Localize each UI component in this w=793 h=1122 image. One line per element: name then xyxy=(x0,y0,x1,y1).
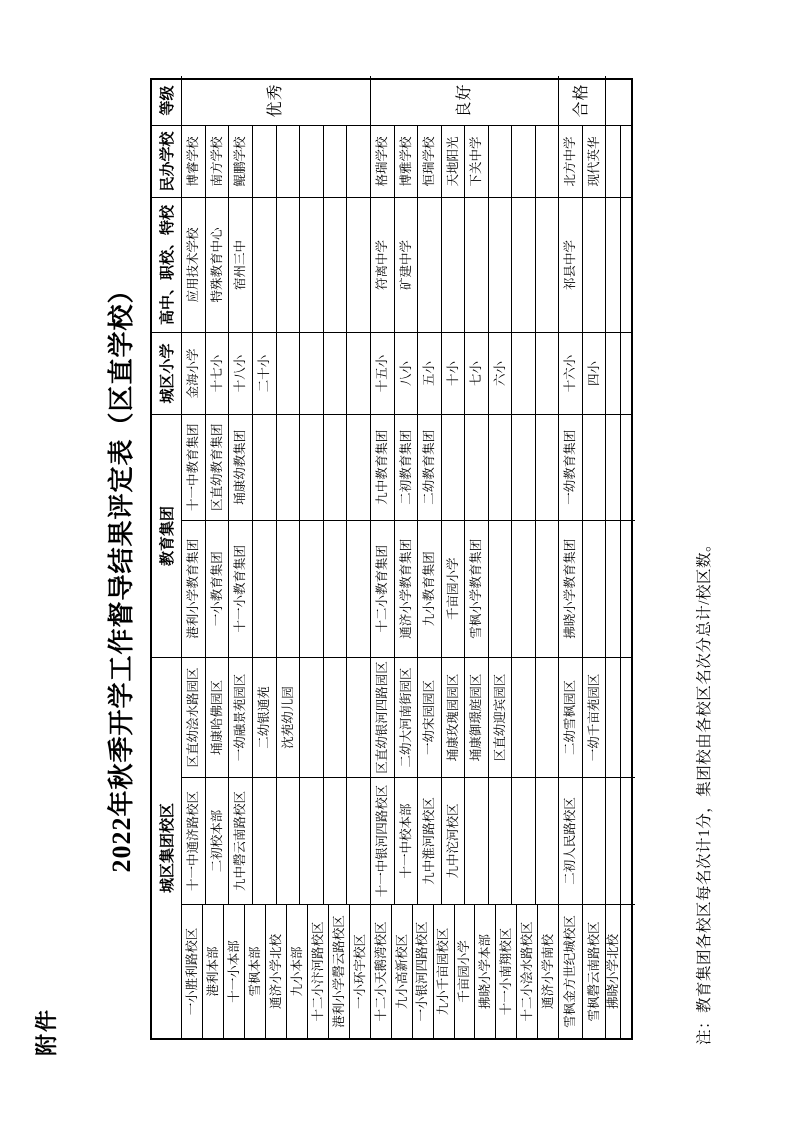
group-header: 高中、职校、特校 xyxy=(152,198,182,332)
table-cell xyxy=(299,198,323,332)
table-cell: 十一小南翔校区 xyxy=(495,905,516,1038)
table-cell: 拂晓小学本部 xyxy=(474,905,495,1038)
grade-cell: 优秀 xyxy=(267,83,284,118)
table-cell: 拂晓小学教育集团 xyxy=(563,538,577,639)
table-cell: 雪枫磬云南路校区 xyxy=(582,905,606,1038)
evaluation-table xyxy=(150,78,633,1040)
grade-block xyxy=(605,905,635,1038)
table-cell: 港利小学教育集团 xyxy=(186,538,201,639)
table-cell: 十六小 xyxy=(563,354,577,393)
grade-block xyxy=(558,415,605,520)
grade-block xyxy=(182,198,370,332)
table-cell: 二幼教育集团 xyxy=(417,415,441,520)
table-cell xyxy=(511,778,535,904)
table-cell: 埇康御璟庭园区 xyxy=(464,658,488,777)
table-cell xyxy=(276,521,300,657)
table-cell: 通济小学南校 xyxy=(537,905,558,1038)
table-cell: 区直幼教育集团 xyxy=(205,415,229,520)
table-cell: 十一中通济路校区 xyxy=(186,791,201,892)
grade-block xyxy=(605,778,635,904)
table-cell xyxy=(511,198,535,332)
grade-cell xyxy=(606,76,635,125)
grade-block xyxy=(182,521,370,657)
grade-block xyxy=(182,778,370,904)
table-cell xyxy=(299,415,323,520)
footnote: 注：教育集团各校区每名次计1分，集团校由各校区名次分总计/校区数。 xyxy=(696,535,713,1045)
group-header: 等级 xyxy=(152,76,182,125)
table-cell: 十一中校本部 xyxy=(394,778,418,904)
table-cell xyxy=(299,658,323,777)
page-title: 2022年秋季开学工作督导结果评定表（区直学校） xyxy=(107,276,136,873)
table-cell: 千亩园小学 xyxy=(441,521,465,657)
table-cell xyxy=(323,126,347,197)
table-cell: 特殊教育中心 xyxy=(205,198,229,332)
grade-block xyxy=(558,778,605,904)
column-group xyxy=(152,415,631,658)
table-cell: 港利本部 xyxy=(202,905,223,1038)
table-cell: 十小 xyxy=(441,333,465,414)
table-cell: 十一中银河四路校区 xyxy=(375,784,389,898)
table-column xyxy=(182,126,635,197)
grade-block xyxy=(370,778,558,904)
table-cell xyxy=(464,415,488,520)
table-cell: 一小胜利路校区 xyxy=(184,927,199,1016)
table-cell: 拂晓小学北校 xyxy=(605,934,620,1010)
table-cell: 博雅学校 xyxy=(394,126,418,197)
table-cell: 九中教育集团 xyxy=(375,429,389,505)
table-cell: 沈苑幼儿园 xyxy=(276,658,300,777)
grade-block xyxy=(558,198,605,332)
table-cell: 金海小学 xyxy=(186,348,201,399)
table-cell xyxy=(323,778,347,904)
table-cell xyxy=(511,415,535,520)
table-cell xyxy=(606,126,620,197)
table-cell xyxy=(252,778,276,904)
table-cell xyxy=(346,658,370,777)
table-cell xyxy=(535,658,559,777)
table-cell: 九小教育集团 xyxy=(417,521,441,657)
table-cell xyxy=(535,126,559,197)
grade-block xyxy=(370,658,558,777)
table-cell: 区直幼银河四路园区 xyxy=(375,661,389,774)
table-cell xyxy=(488,778,512,904)
table-cell: 十五小 xyxy=(375,354,389,393)
table-cell: 北方中学 xyxy=(563,136,577,187)
table-cell: 九中沱河校区 xyxy=(441,778,465,904)
table-cell: 一小银河四路校区 xyxy=(412,905,433,1038)
table-cell xyxy=(276,333,300,414)
table-cell xyxy=(488,198,512,332)
table-cell: 一幼千亩苑园区 xyxy=(582,658,606,777)
grade-block xyxy=(370,76,558,125)
table-cell xyxy=(488,521,512,657)
table-cell xyxy=(346,126,370,197)
table-cell xyxy=(441,198,465,332)
grade-block xyxy=(182,658,370,777)
table-cell: 二初教育集团 xyxy=(394,415,418,520)
table-cell: 区直幼迎宾园区 xyxy=(488,658,512,777)
table-cell xyxy=(620,415,635,520)
table-cell xyxy=(606,521,620,657)
table-column xyxy=(182,905,635,1038)
table-cell xyxy=(252,198,276,332)
table-cell: 六小 xyxy=(488,333,512,414)
column-group xyxy=(152,198,631,333)
grade-block xyxy=(605,198,635,332)
grade-block xyxy=(605,521,635,657)
grade-block xyxy=(558,658,605,777)
table-cell xyxy=(620,905,635,1038)
group-header: 城区小学 xyxy=(152,333,182,414)
grade-block xyxy=(558,126,605,197)
table-cell: 博睿学校 xyxy=(186,136,201,187)
grade-block xyxy=(558,905,605,1038)
table-cell: 九中淮河路校区 xyxy=(417,778,441,904)
table-cell xyxy=(582,415,606,520)
table-column xyxy=(182,333,635,414)
table-cell xyxy=(535,521,559,657)
table-cell: 天地阳光 xyxy=(441,126,465,197)
group-body xyxy=(182,658,635,1038)
table-cell: 二初人民路校区 xyxy=(563,797,577,885)
table-cell: 十二小教育集团 xyxy=(375,545,389,633)
table-cell: 二幼雪枫园区 xyxy=(563,680,577,756)
table-cell xyxy=(511,333,535,414)
table-cell: 埇康玫瑰园园区 xyxy=(441,658,465,777)
table-cell xyxy=(299,126,323,197)
column-group xyxy=(152,658,631,1038)
table-cell xyxy=(535,333,559,414)
table-cell: 下关中学 xyxy=(464,126,488,197)
table-cell: 九小千亩园校区 xyxy=(433,905,454,1038)
attachment-label: 附件 xyxy=(34,1007,59,1056)
table-cell: 十二小天鹅湾校区 xyxy=(373,921,388,1022)
table-cell: 十一中教育集团 xyxy=(186,423,201,512)
table-cell xyxy=(606,415,620,520)
table-cell: 现代英华 xyxy=(582,126,606,197)
grade-block xyxy=(605,658,635,777)
table-cell: 五小 xyxy=(417,333,441,414)
group-body xyxy=(182,415,635,657)
column-group xyxy=(152,333,631,415)
grade-block xyxy=(370,521,558,657)
table-cell: 十二小汴河路校区 xyxy=(307,905,328,1038)
table-cell: 十一小教育集团 xyxy=(228,521,252,657)
table-cell: 雪枫本部 xyxy=(244,905,265,1038)
table-cell: 八小 xyxy=(394,333,418,414)
group-body xyxy=(182,198,635,332)
table-column xyxy=(182,198,635,332)
table-cell: 区直幼浍水路园区 xyxy=(186,667,201,768)
table-cell xyxy=(582,198,606,332)
table-cell xyxy=(346,333,370,414)
grade-block xyxy=(182,905,370,1038)
table-column xyxy=(182,778,635,905)
grade-block xyxy=(558,76,605,125)
grade-block xyxy=(558,333,605,414)
table-cell: 应用技术学校 xyxy=(186,227,201,303)
table-cell xyxy=(276,126,300,197)
table-cell xyxy=(276,415,300,520)
table-cell: 雪枫金方世纪城校区 xyxy=(563,915,577,1028)
group-body xyxy=(182,333,635,414)
grade-block xyxy=(605,333,635,414)
grade-block xyxy=(182,76,370,125)
table-cell xyxy=(276,778,300,904)
group-header: 教育集团 xyxy=(152,415,182,657)
group-body xyxy=(182,76,635,125)
table-cell xyxy=(323,198,347,332)
table-cell xyxy=(323,658,347,777)
table-cell xyxy=(346,415,370,520)
table-cell xyxy=(299,778,323,904)
table-cell xyxy=(582,778,606,904)
table-cell: 埇康幼教集团 xyxy=(228,415,252,520)
table-cell xyxy=(606,778,620,904)
table-cell xyxy=(488,415,512,520)
grade-cell: 良好 xyxy=(455,83,473,118)
table-cell xyxy=(252,126,276,197)
table-cell: 二幼银通苑 xyxy=(252,658,276,777)
table-cell xyxy=(441,415,465,520)
table-cell xyxy=(620,658,635,777)
table-cell: 格瑞学校 xyxy=(375,136,389,187)
table-cell: 十七小 xyxy=(205,333,229,414)
table-cell xyxy=(535,415,559,520)
grade-block xyxy=(370,126,558,197)
table-cell: 祁县中学 xyxy=(563,240,577,291)
table-cell xyxy=(606,198,620,332)
grade-block xyxy=(605,76,635,125)
column-group xyxy=(152,76,631,126)
table-cell xyxy=(511,521,535,657)
table-cell: 一小教育集团 xyxy=(205,521,229,657)
table-cell xyxy=(464,778,488,904)
table-cell xyxy=(323,333,347,414)
table-cell xyxy=(276,198,300,332)
table-cell xyxy=(346,521,370,657)
grade-cell: 合格 xyxy=(573,83,590,118)
table-column xyxy=(182,415,635,521)
table-cell xyxy=(252,521,276,657)
table-cell: 一幼融景苑园区 xyxy=(228,658,252,777)
table-column xyxy=(182,76,635,125)
table-cell xyxy=(511,658,535,777)
table-cell xyxy=(606,333,620,414)
table-cell xyxy=(346,198,370,332)
table-cell xyxy=(620,333,635,414)
table-cell: 二幼大河南街园区 xyxy=(394,658,418,777)
table-cell: 通济小学教育集团 xyxy=(394,521,418,657)
table-cell: 恒瑞学校 xyxy=(417,126,441,197)
table-cell xyxy=(252,415,276,520)
grade-block xyxy=(605,126,635,197)
table-cell xyxy=(620,521,635,657)
table-cell: 一幼宋园园区 xyxy=(417,658,441,777)
table-cell xyxy=(464,198,488,332)
table-cell xyxy=(535,198,559,332)
table-cell: 二十小 xyxy=(252,333,276,414)
table-cell xyxy=(620,198,635,332)
table-cell: 十二小浍水路校区 xyxy=(516,905,537,1038)
grade-block xyxy=(370,905,558,1038)
table-cell: 鲲鹏学校 xyxy=(228,126,252,197)
grade-block xyxy=(370,333,558,414)
column-group xyxy=(152,126,631,198)
table-cell: 四小 xyxy=(582,333,606,414)
table-cell: 一幼教育集团 xyxy=(563,429,577,505)
grade-block xyxy=(558,521,605,657)
grade-block xyxy=(605,415,635,520)
table-cell: 矿建中学 xyxy=(394,198,418,332)
table-cell: 港利小学磬云路校区 xyxy=(328,905,349,1038)
table-cell xyxy=(346,778,370,904)
table-cell: 九小本部 xyxy=(286,905,307,1038)
table-cell xyxy=(299,521,323,657)
group-body xyxy=(182,126,635,197)
table-cell: 千亩园小学 xyxy=(454,905,475,1038)
table-cell: 十八小 xyxy=(228,333,252,414)
table-cell: 埇康哈佛园区 xyxy=(205,658,229,777)
table-cell xyxy=(606,658,620,777)
table-cell: 二初校本部 xyxy=(205,778,229,904)
table-cell: 十一小本部 xyxy=(223,905,244,1038)
table-cell: 南方学校 xyxy=(205,126,229,197)
table-cell: 符离中学 xyxy=(375,240,389,291)
table-cell: 雪枫小学教育集团 xyxy=(464,521,488,657)
table-column xyxy=(182,658,635,778)
grade-block xyxy=(182,333,370,414)
table-cell xyxy=(511,126,535,197)
table-cell: 一小环宇校区 xyxy=(349,905,370,1038)
group-header: 城区集团校区 xyxy=(152,658,182,1038)
table-cell: 七小 xyxy=(464,333,488,414)
table-cell: 通济小学北校 xyxy=(265,905,286,1038)
table-cell: 宿州三中 xyxy=(228,198,252,332)
grade-block xyxy=(182,126,370,197)
table-cell xyxy=(582,521,606,657)
grade-block xyxy=(182,415,370,520)
table-cell xyxy=(620,126,635,197)
table-cell xyxy=(299,333,323,414)
table-cell xyxy=(535,778,559,904)
table-cell xyxy=(323,521,347,657)
group-header: 民办学校 xyxy=(152,126,182,197)
table-cell: 九小高新校区 xyxy=(391,905,412,1038)
table-cell xyxy=(620,778,635,904)
table-cell xyxy=(323,415,347,520)
table-cell xyxy=(417,198,441,332)
table-cell xyxy=(488,126,512,197)
table-cell: 九中磬云南路校区 xyxy=(228,778,252,904)
grade-block xyxy=(370,415,558,520)
grade-block xyxy=(370,198,558,332)
table-column xyxy=(182,521,635,657)
